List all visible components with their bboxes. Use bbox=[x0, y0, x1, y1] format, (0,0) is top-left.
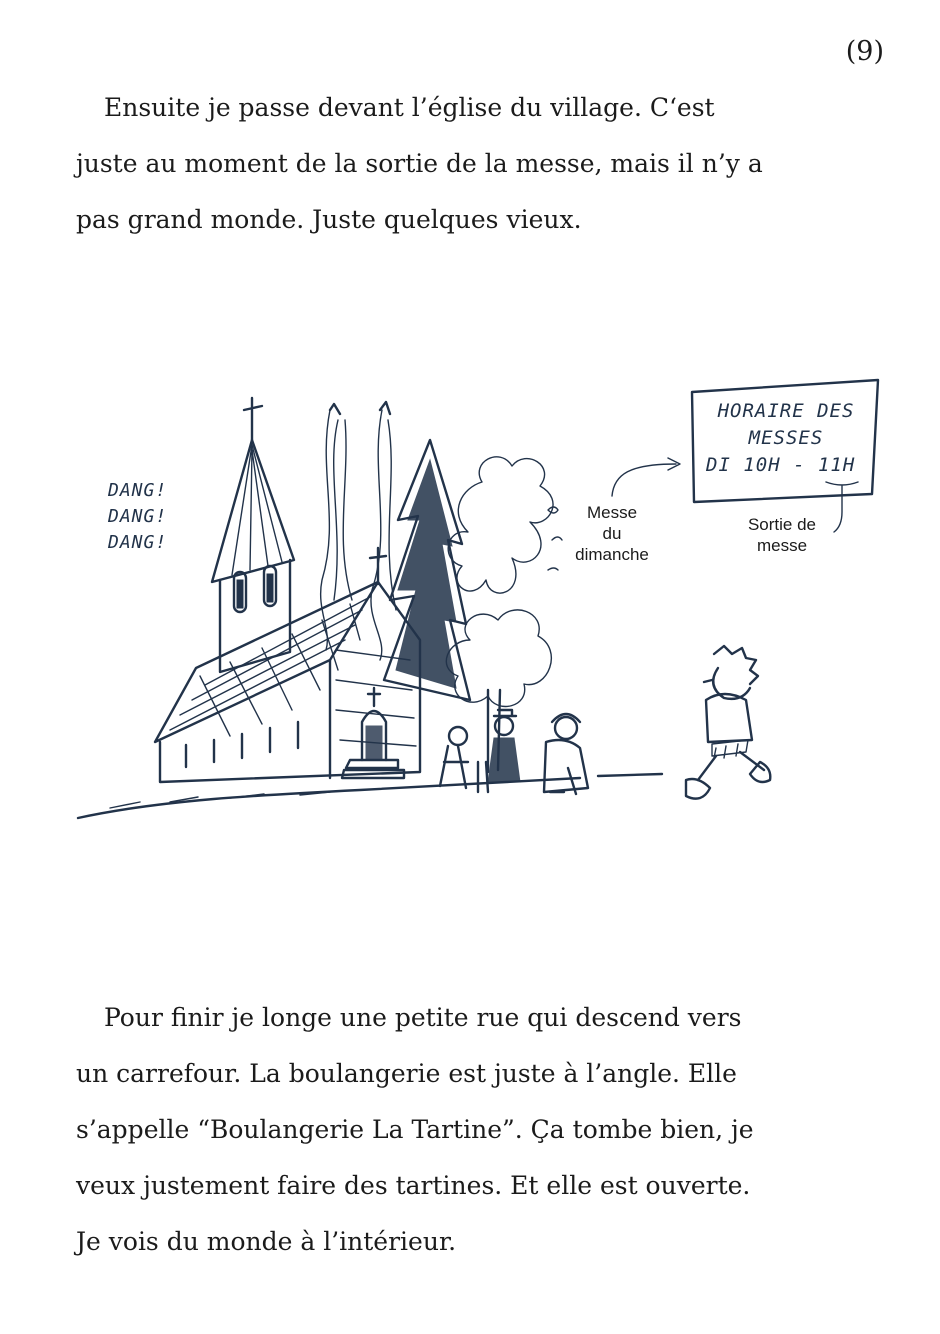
ground-line bbox=[78, 774, 662, 818]
text-line: Je vois du monde à l’intérieur. bbox=[76, 1227, 457, 1256]
bell-sound-text bbox=[108, 478, 218, 556]
page-number: (9) bbox=[845, 36, 884, 67]
text-line: pas grand monde. Juste quelques vieux. bbox=[76, 205, 582, 234]
sign-title-line: HORAIRE DES bbox=[717, 400, 855, 422]
text-line: veux justement faire des tartines. Et elle est ouverte. bbox=[76, 1171, 751, 1200]
text-line: Ensuite je passe devant l’église du village. C‘est bbox=[104, 93, 715, 122]
bell-sound-line: DANG! bbox=[108, 480, 168, 501]
label-line: Messe bbox=[586, 503, 638, 522]
label-line: du bbox=[602, 524, 622, 543]
text-line: un carrefour. La boulangerie est juste à l’angle. Elle bbox=[76, 1059, 737, 1088]
villagers bbox=[440, 710, 588, 794]
label-line: dimanche bbox=[575, 545, 649, 564]
church-nave bbox=[155, 548, 420, 782]
label-line: messe bbox=[756, 536, 808, 555]
bell-sound-line: DANG! bbox=[108, 532, 168, 553]
sunday-mass-label bbox=[556, 502, 668, 565]
poplar-trees bbox=[321, 402, 396, 660]
bell-tower bbox=[212, 398, 294, 672]
mass-exit-label bbox=[724, 514, 840, 556]
text-line: juste au moment de la sortie de la messe, mais il n’y a bbox=[76, 149, 763, 178]
round-tree bbox=[446, 457, 562, 772]
mass-times-sign bbox=[700, 398, 872, 479]
walking-boy bbox=[686, 646, 770, 799]
text-line: s’appelle “Boulangerie La Tartine”. Ça tombe bien, je bbox=[76, 1115, 754, 1144]
paragraph-intro bbox=[76, 80, 886, 248]
ground-hatch bbox=[110, 792, 330, 808]
paragraph-bakery bbox=[76, 990, 886, 1270]
fir-tree bbox=[384, 440, 470, 700]
sign-hours: DI 10H - 11H bbox=[706, 454, 856, 476]
label-line: Sortie de bbox=[747, 515, 817, 534]
bell-sound-line: DANG! bbox=[108, 506, 168, 527]
arrow-to-sign bbox=[612, 458, 680, 496]
sign-title-line: MESSES bbox=[748, 427, 824, 449]
text-line: Pour finir je longe une petite rue qui descend vers bbox=[104, 1003, 742, 1032]
